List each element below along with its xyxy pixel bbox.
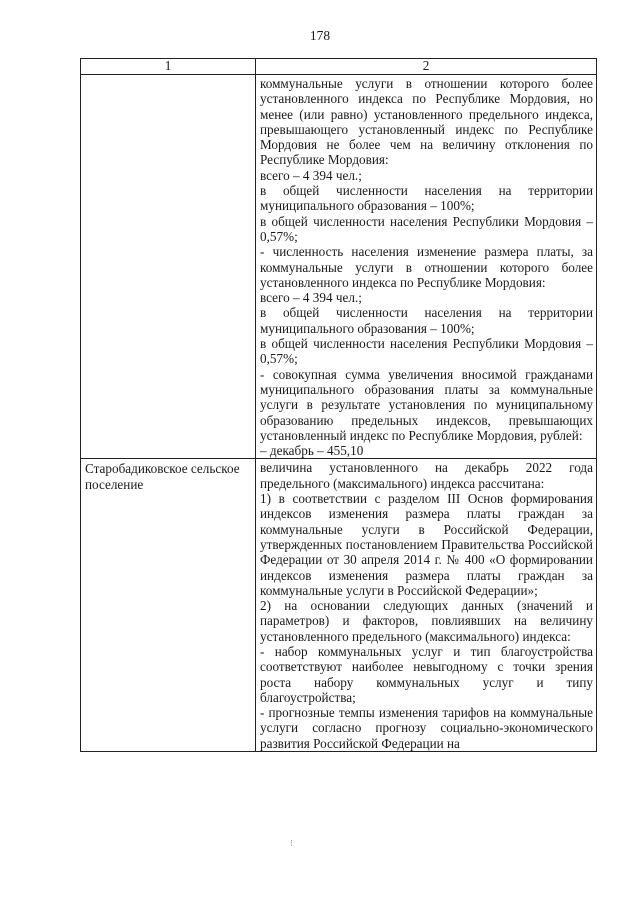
paragraph: – декабрь – 455,10 <box>260 443 364 459</box>
municipality-cell: Старобадиковское сельское поселение <box>81 459 256 752</box>
paragraph: всего – 4 394 чел.; <box>260 167 362 183</box>
page-number: 178 <box>309 28 331 43</box>
paragraph: 2) на основании следующих данных (значений и параметров) и факторов, повлиявших на величину установленного предельного (максимального) индекса: <box>260 598 593 644</box>
paragraph: в общей численности населения на территории муниципального образования – 100%; <box>260 305 593 336</box>
paragraph: в общей численности населения Республики Мордовия – 0,57%; <box>260 336 593 367</box>
column-header-1: 1 <box>81 59 256 75</box>
paragraph: - набор коммунальных услуг и тип благоустройства соответствуют наиболее невыгодному с точки зрения роста набору коммунальных услуг и типу благоустройства; <box>260 643 593 705</box>
paragraph: в общей численности населения Республики Мордовия – 0,57%; <box>260 213 593 244</box>
municipality-cell <box>81 75 256 459</box>
description-cell <box>256 459 597 752</box>
column-header-2: 2 <box>256 59 597 75</box>
table-row <box>81 459 597 752</box>
paragraph: - совокупная сумма увеличения вносимой гражданами муниципального образования платы за коммунальные услуги в результате установления по муниципальному образованию предельных индексов, превышающих установленный индекс по Республике Мордовия, рублей: <box>260 366 593 443</box>
paragraph: коммунальные услуги в отношении которого более установленного индекса по Республике Мордовия, но менее (или равно) установленного предельного индекса, превышающего установленный индекс по Республике Мордовия не более чем на величину отклонения по Республике Мордовия: <box>260 76 593 168</box>
stray-scan-mark: ⁝ <box>290 838 293 848</box>
table-header-row <box>81 59 597 75</box>
paragraph: - численность населения изменение размера платы, за коммунальные услуги в отношении которого более установленного индекса по Республике Мордовия: <box>260 244 593 290</box>
paragraph: всего – 4 394 чел.; <box>260 290 362 306</box>
paragraph: величина установленного на декабрь 2022 года предельного (максимального) индекса рассчитана: <box>260 460 593 491</box>
description-cell <box>256 75 597 459</box>
paragraph: 1) в соответствии с разделом III Основ формирования индексов изменения размера платы граждан за коммунальные услуги в Российской Федерации, утвержденных постановлением Правительства Российской Федерации от 30 апреля 2014 г. № 400 «О формировании индексов изменения размера платы граждан за коммунальные услуги в Российской Федерации»; <box>260 491 593 598</box>
paragraph: в общей численности населения на территории муниципального образования – 100%; <box>260 183 593 214</box>
paragraph: - прогнозные темпы изменения тарифов на коммунальные услуги согласно прогнозу социально-экономического развития Российской Федерации на <box>260 705 593 751</box>
document-table <box>80 58 597 752</box>
table-row <box>81 75 597 459</box>
